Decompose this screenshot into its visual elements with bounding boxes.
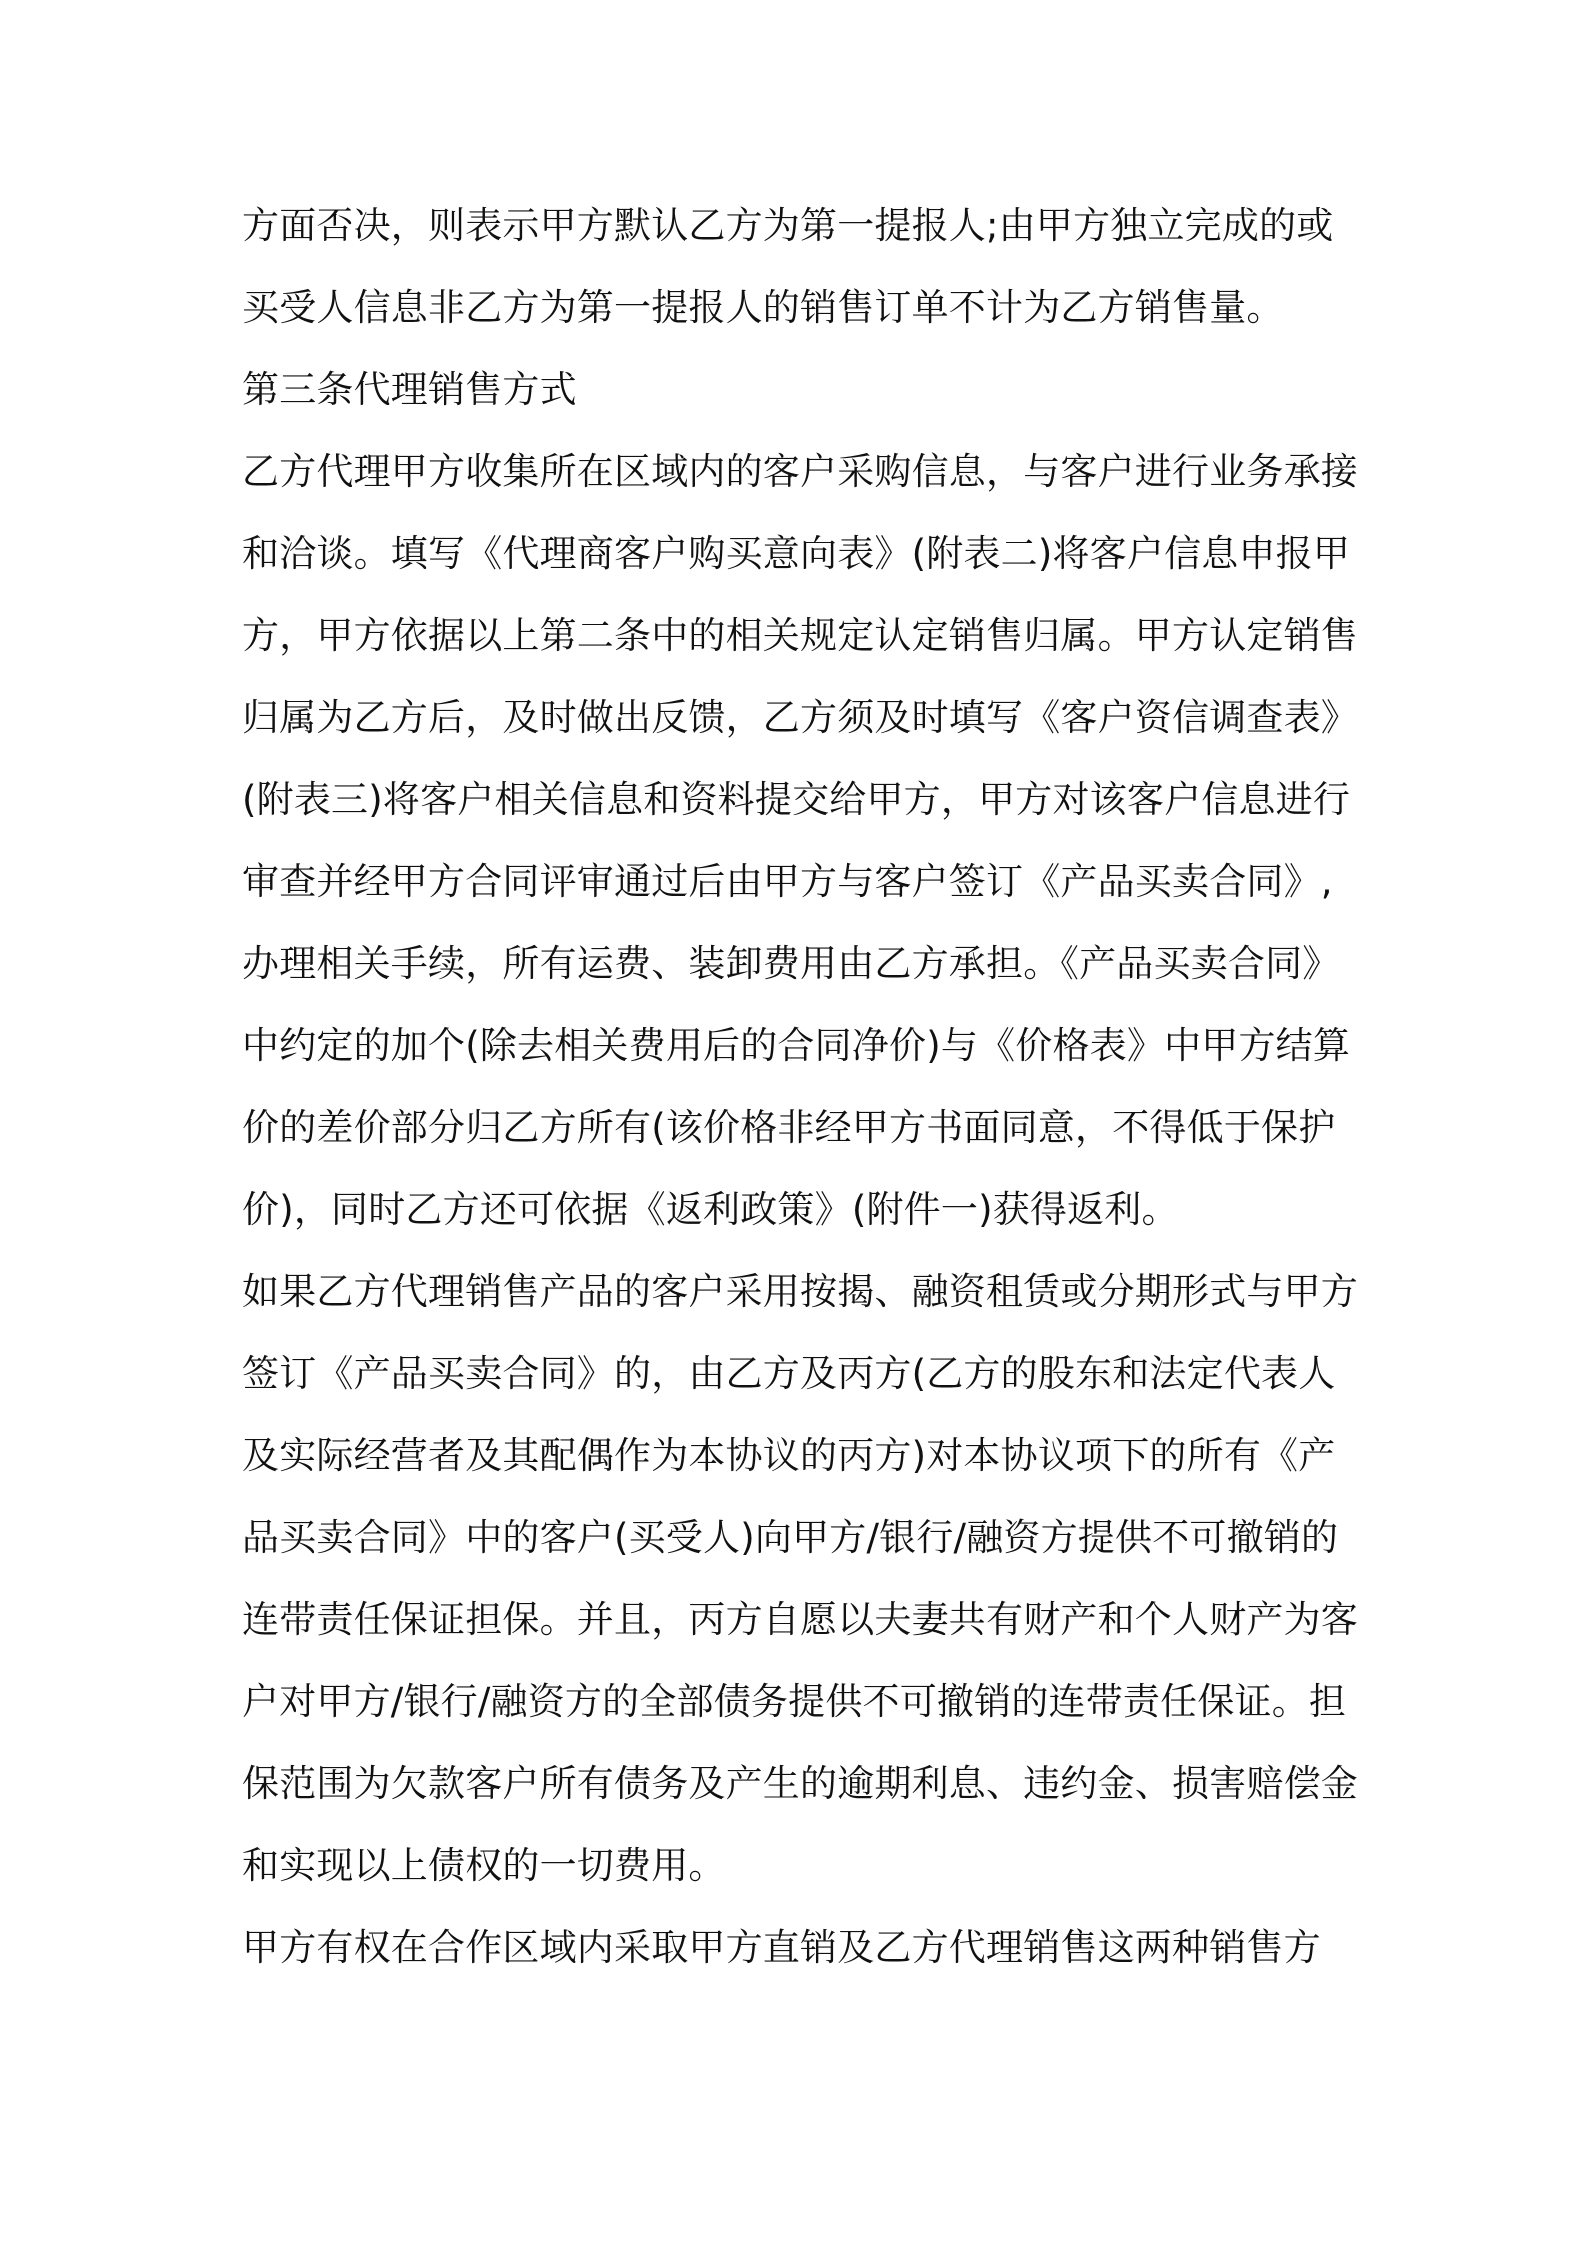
text-line: 连带责任保证担保。并且，丙方自愿以夫妻共有财产和个人财产为客	[242, 1598, 1358, 1641]
document-body	[242, 185, 1362, 1989]
text-line: 方，甲方依据以上第二条中的相关规定认定销售归属。甲方认定销售	[242, 614, 1358, 657]
text-line: 审查并经甲方合同评审通过后由甲方与客户签订《产品买卖合同》,	[242, 860, 1333, 903]
section-heading: 第三条代理销售方式	[242, 368, 577, 411]
text-line: 归属为乙方后，及时做出反馈，乙方须及时填写《客户资信调查表》	[242, 696, 1358, 739]
text-line: 品买卖合同》中的客户(买受人)向甲方/银行/融资方提供不可撤销的	[242, 1516, 1339, 1559]
text-line: 买受人信息非乙方为第一提报人的销售订单不计为乙方销售量。	[242, 286, 1284, 329]
text-line: 签订《产品买卖合同》的，由乙方及丙方(乙方的股东和法定代表人	[242, 1352, 1336, 1395]
text-line: 方面否决，则表示甲方默认乙方为第一提报人;由甲方独立完成的或	[242, 204, 1334, 247]
text-line: 办理相关手续，所有运费、装卸费用由乙方承担。《产品买卖合同》	[242, 942, 1340, 985]
text-line: 价)，同时乙方还可依据《返利政策》(附件一)获得返利。	[242, 1188, 1179, 1231]
text-line: (附表三)将客户相关信息和资料提交给甲方，甲方对该客户信息进行	[242, 778, 1351, 821]
text-line: 及实际经营者及其配偶作为本协议的丙方)对本协议项下的所有《产	[242, 1434, 1336, 1477]
text-line: 乙方代理甲方收集所在区域内的客户采购信息，与客户进行业务承接	[242, 450, 1358, 493]
text-line: 保范围为欠款客户所有债务及产生的逾期利息、违约金、损害赔偿金	[242, 1762, 1358, 1805]
text-line: 中约定的加个(除去相关费用后的合同净价)与《价格表》中甲方结算	[242, 1024, 1351, 1067]
text-line: 和实现以上债权的一切费用。	[242, 1844, 726, 1887]
text-line: 甲方有权在合作区域内采取甲方直销及乙方代理销售这两种销售方	[242, 1926, 1321, 1969]
text-line: 价的差价部分归乙方所有(该价格非经甲方书面同意，不得低于保护	[242, 1106, 1336, 1149]
text-line: 和洽谈。填写《代理商客户购买意向表》(附表二)将客户信息申报甲	[242, 532, 1351, 575]
text-line: 户对甲方/银行/融资方的全部债务提供不可撤销的连带责任保证。担	[242, 1680, 1347, 1723]
text-line: 如果乙方代理销售产品的客户采用按揭、融资租赁或分期形式与甲方	[242, 1270, 1358, 1313]
